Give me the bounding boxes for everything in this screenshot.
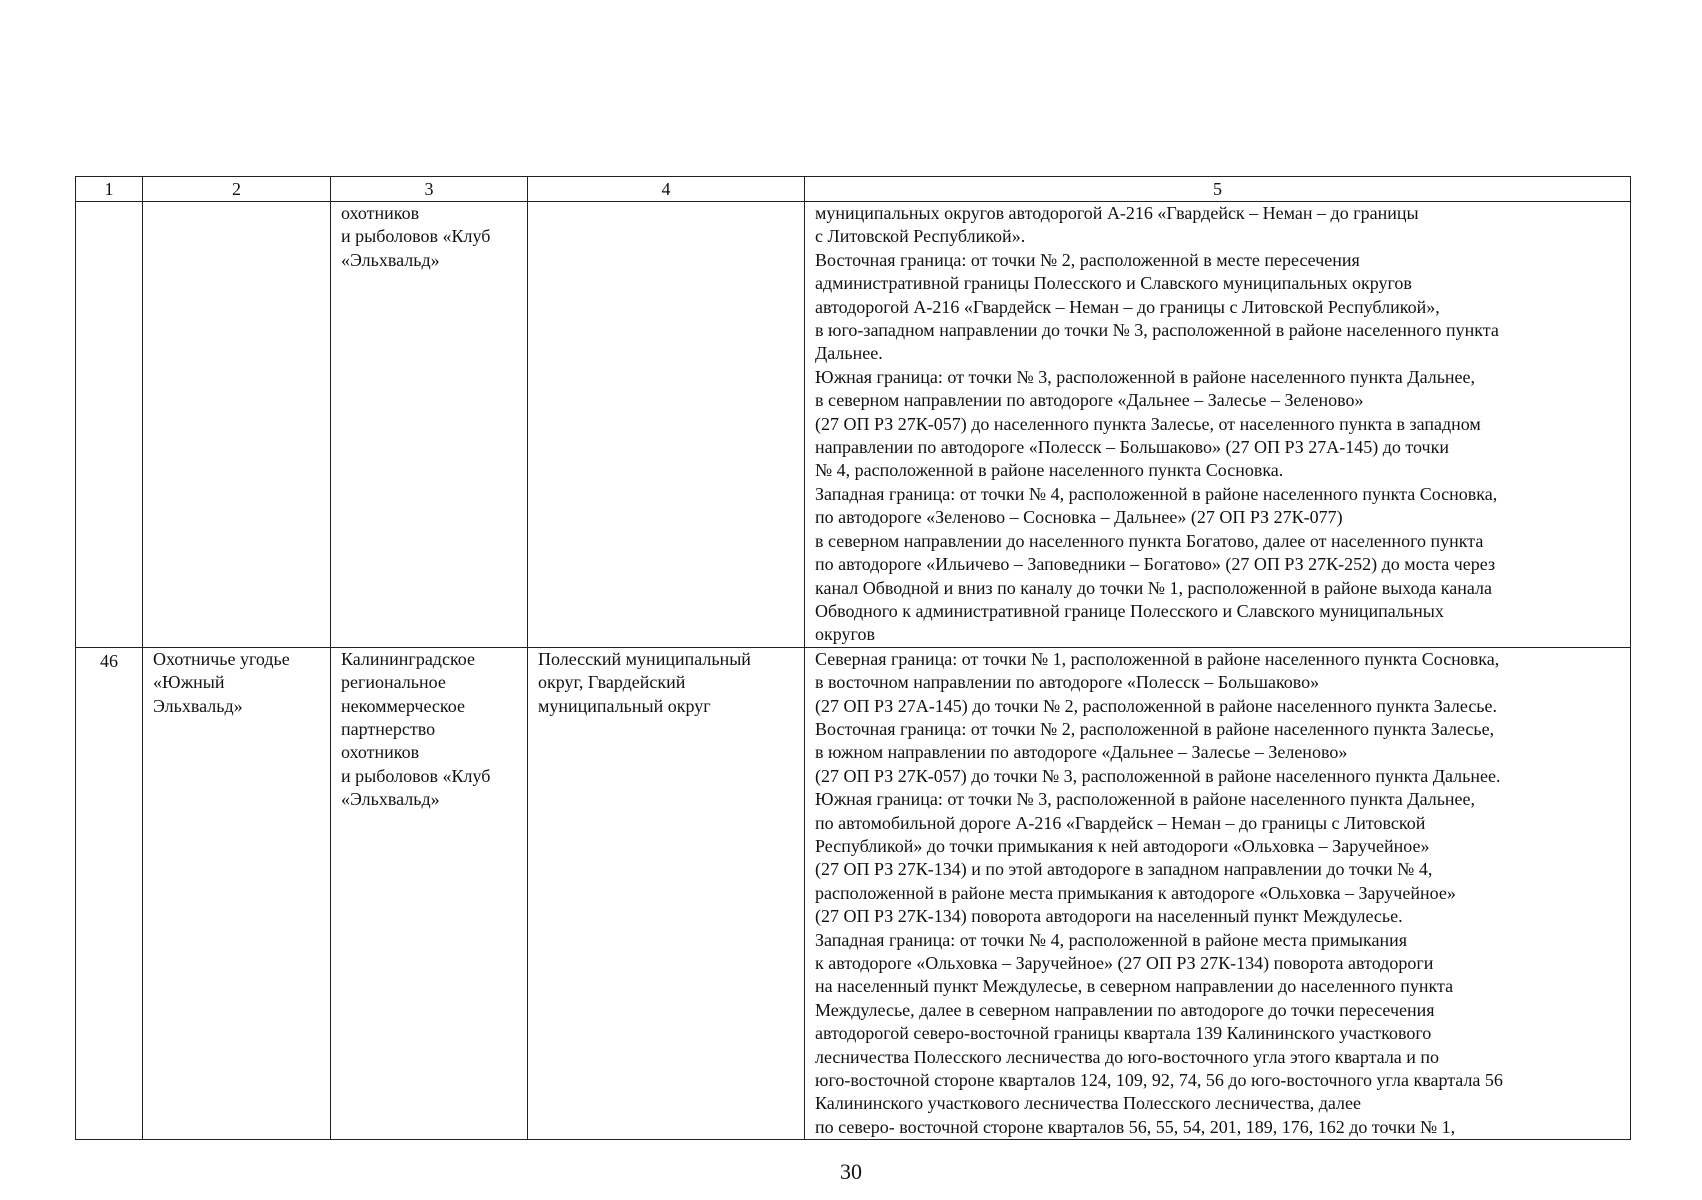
text-line: № 4, расположенной в районе населенного пункта Сосновка. — [815, 460, 1284, 481]
text-line: по автодороге «Ильичево – Заповедники – Богатово» (27 ОП РЗ 27К-252) до моста через — [815, 554, 1496, 575]
text-line: по автомобильной дороге А-216 «Гвардейск – Неман – до границы с Литовской — [815, 812, 1426, 833]
text-line: в восточном направлении по автодороге «Полесск – Большаково» — [815, 672, 1320, 693]
text-line: региональное — [341, 672, 446, 693]
text-line: и рыболовов «Клуб — [341, 765, 491, 786]
text-line: автодорогой А-216 «Гвардейск – Неман – до границы с Литовской Республикой», — [815, 296, 1440, 317]
text-line: в южном направлении по автодороге «Дальнее – Залесье – Зеленово» — [815, 742, 1348, 763]
text-line: канал Обводной и вниз по каналу до точки № 1, расположенной в районе выхода канала — [815, 577, 1492, 598]
text-line: Калининского участкового лесничества Полесского лесничества, далее — [815, 1093, 1361, 1114]
text-line: юго-восточной стороне кварталов 124, 109, 92, 74, 56 до юго-восточного угла квартала 56 — [815, 1070, 1503, 1091]
cell-location — [528, 647, 805, 1140]
text-line: (27 ОП РЗ 27А-145) до точки № 2, расположенной в районе населенного пункта Залесье. — [815, 695, 1498, 716]
text-line: Дальнее. — [815, 343, 883, 364]
text-line: на населенный пункт Междулесье, в северном направлении до населенного пункта — [815, 976, 1454, 997]
text-line: партнерство — [341, 718, 436, 739]
text-line: Междулесье, далее в северном направлении по автодороге до точки пересечения — [815, 999, 1435, 1020]
cell-boundaries — [805, 202, 1631, 648]
text-line: Калининградское — [341, 648, 475, 669]
text-line: Эльхвальд» — [153, 695, 243, 716]
text-line: (27 ОП РЗ 27К-057) до населенного пункта Залесье, от населенного пункта в западном — [815, 413, 1481, 434]
text-line: Полесский муниципальный — [538, 648, 751, 669]
table-row — [76, 202, 1631, 648]
cell-location — [528, 202, 805, 648]
header-col-5: 5 — [805, 177, 1631, 202]
text-line: административной границы Полесского и Славского муниципальных округов — [815, 273, 1412, 294]
text-line: «Эльхвальд» — [341, 789, 440, 810]
header-col-2: 2 — [143, 177, 331, 202]
header-row — [76, 177, 1631, 202]
text-line: по автодороге «Зеленово – Сосновка – Дальнее» (27 ОП РЗ 27К-077) — [815, 507, 1343, 528]
text-line: округов — [815, 624, 875, 645]
cell-hunting-ground-name — [143, 202, 331, 648]
cell-hunting-user — [331, 202, 528, 648]
page-number: 30 — [840, 1159, 862, 1184]
text-line: «Южный — [153, 672, 225, 693]
table-row — [76, 647, 1631, 1140]
text-line: (27 ОП РЗ 27К-057) до точки № 3, расположенной в районе населенного пункта Дальнее. — [815, 765, 1501, 786]
text-line: и рыболовов «Клуб — [341, 226, 491, 247]
text-line: направлении по автодороге «Полесск – Большаково» (27 ОП РЗ 27А-145) до точки — [815, 437, 1449, 458]
text-line: Западная граница: от точки № 4, расположенной в районе населенного пункта Сосновка, — [815, 483, 1498, 504]
header-col-1: 1 — [76, 177, 143, 202]
text-line: в северном направлении по автодороге «Дальнее – Залесье – Зеленово» — [815, 390, 1364, 411]
text-line: Восточная граница: от точки № 2, расположенной в месте пересечения — [815, 249, 1360, 270]
text-line: муниципальный округ — [538, 695, 711, 716]
cell-hunting-user — [331, 647, 528, 1140]
text-line: к автодороге «Ольховка – Заручейное» (27 ОП РЗ 27К-134) поворота автодороги — [815, 953, 1434, 973]
text-line: охотников — [341, 203, 420, 223]
text-line: Южная граница: от точки № 3, расположенной в районе населенного пункта Дальнее, — [815, 366, 1476, 387]
table-body — [76, 202, 1631, 1140]
cell-boundaries — [805, 647, 1631, 1140]
text-line: Южная граница: от точки № 3, расположенной в районе населенного пункта Дальнее, — [815, 789, 1476, 810]
text-line: некоммерческое — [341, 695, 465, 716]
text-line: в юго-западном направлении до точки № 3, расположенной в районе населенного пункта — [815, 320, 1499, 341]
header-col-3: 3 — [331, 177, 528, 202]
text-line: округ, Гвардейский — [538, 672, 686, 693]
text-line: (27 ОП РЗ 27К-134) поворота автодороги на населенный пункт Междулесье. — [815, 906, 1403, 927]
text-line: охотников — [341, 742, 420, 763]
text-line: Западная граница: от точки № 4, расположенной в районе места примыкания — [815, 929, 1407, 950]
text-line: (27 ОП РЗ 27К-134) и по этой автодороге в западном направлении до точки № 4, — [815, 859, 1433, 880]
text-line: в северном направлении до населенного пункта Богатово, далее от населенного пункта — [815, 530, 1484, 551]
text-line: расположенной в районе места примыкания к автодороге «Ольховка – Заручейное» — [815, 882, 1456, 903]
text-line: Охотничье угодье — [153, 648, 290, 669]
cell-number — [76, 202, 143, 648]
text-line: «Эльхвальд» — [341, 249, 440, 270]
text-line: автодорогой северо-восточной границы квартала 139 Калининского участкового — [815, 1023, 1432, 1044]
header-col-4: 4 — [528, 177, 805, 202]
document-table — [75, 176, 1631, 1140]
text-line: с Литовской Республикой». — [815, 226, 1026, 247]
text-line: Обводного к административной границе Полесского и Славского муниципальных — [815, 600, 1444, 621]
cell-hunting-ground-name — [143, 647, 331, 1140]
text-line: по северо- восточной стороне кварталов 56, 55, 54, 201, 189, 176, 162 до точки № 1, — [815, 1116, 1456, 1137]
text-line: Восточная граница: от точки № 2, расположенной в районе населенного пункта Залесье, — [815, 718, 1495, 739]
text-line: лесничества Полесского лесничества до юго-восточного угла этого квартала и по — [815, 1046, 1440, 1067]
text-line: Северная граница: от точки № 1, расположенной в районе населенного пункта Сосновка, — [815, 648, 1500, 669]
text-line: Республикой» до точки примыкания к ней автодороги «Ольховка – Заручейное» — [815, 835, 1430, 856]
text-line: муниципальных округов автодорогой А-216 «Гвардейск – Неман – до границы — [815, 203, 1419, 223]
cell-number: 46 — [76, 647, 143, 1140]
